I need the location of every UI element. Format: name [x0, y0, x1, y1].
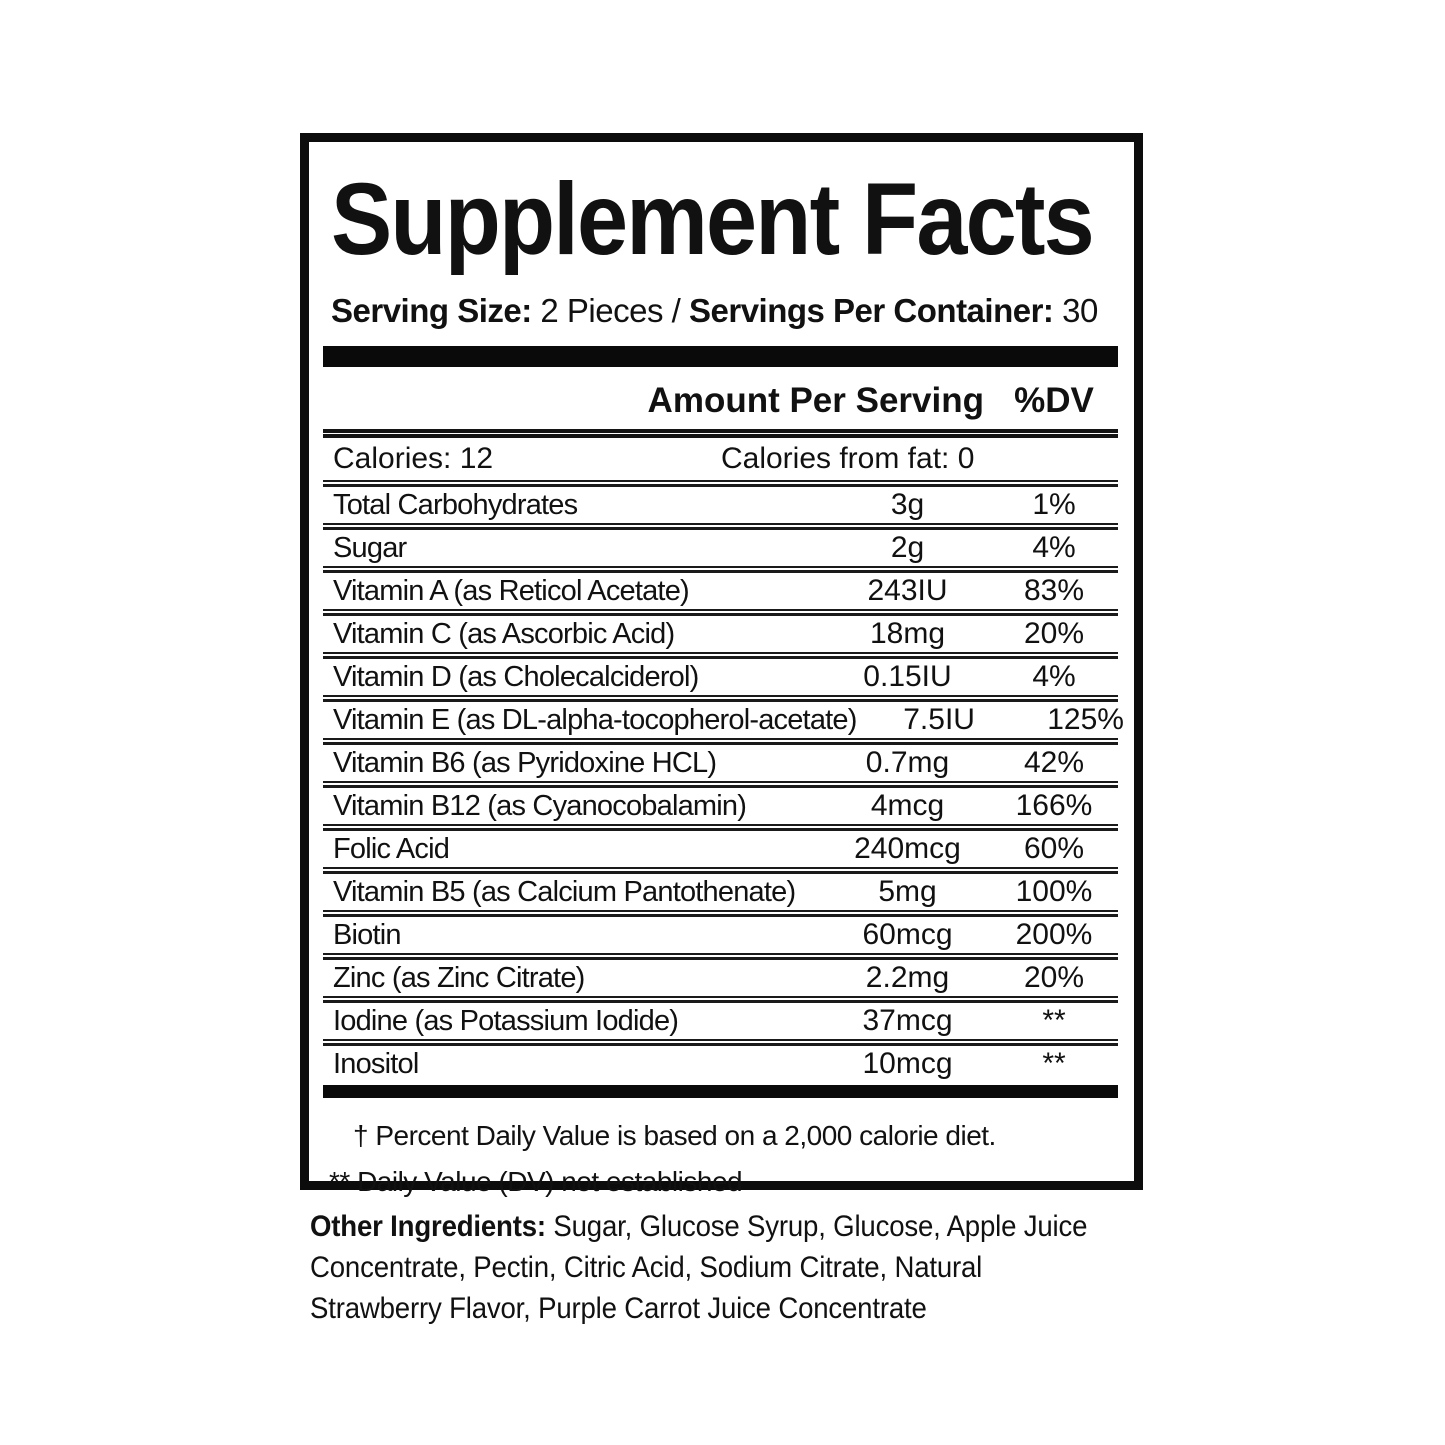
nutrient-amount: 10mcg [862, 1047, 953, 1080]
row-separator [323, 609, 1118, 616]
table-row [323, 874, 1118, 910]
table-row [323, 788, 1118, 824]
nutrient-name: Total Carbohydrates [333, 488, 578, 521]
nutrient-name: Vitamin B6 (as Pyridoxine HCL) [333, 746, 717, 779]
nutrient-name: Vitamin B12 (as Cyanocobalamin) [333, 789, 747, 822]
row-separator [323, 824, 1118, 831]
nutrient-dv: 4% [1032, 531, 1076, 564]
row-separator [323, 910, 1118, 917]
nutrient-amount: 7.5IU [903, 703, 975, 736]
row-separator [323, 652, 1118, 659]
nutrient-dv: 20% [1023, 617, 1085, 650]
amount-per-serving-header: Amount Per Serving [647, 381, 984, 420]
dv-header: %DV [1014, 381, 1094, 420]
nutrient-amount: 5mg [878, 875, 937, 908]
nutrient-name: Inositol [333, 1047, 419, 1080]
calories-row [323, 438, 1118, 480]
nutrient-amount: 243IU [867, 574, 948, 607]
nutrient-amount: 60mcg [862, 918, 953, 951]
nutrient-amount: 0.15IU [863, 660, 952, 693]
nutrient-name: Zinc (as Zinc Citrate) [333, 961, 585, 994]
nutrient-amount: 3g [890, 488, 925, 521]
table-row [323, 1046, 1118, 1082]
table-row [323, 487, 1118, 523]
nutrient-dv: 20% [1023, 961, 1085, 994]
nutrient-name: Vitamin A (as Reticol Acetate) [333, 574, 689, 607]
nutrient-dv: ** [1042, 1004, 1066, 1037]
serving-size-label: Serving Size: [331, 292, 532, 329]
divider-bar-top [323, 346, 1118, 367]
servings-per-container-label: Servings Per Container: [688, 292, 1054, 329]
table-row [323, 831, 1118, 867]
nutrient-dv: 166% [1015, 789, 1093, 822]
table-header [323, 367, 1118, 429]
nutrient-dv: 42% [1023, 746, 1085, 779]
row-separator [323, 996, 1118, 1003]
nutrient-amount: 4mcg [870, 789, 945, 822]
nutrient-name: Biotin [333, 918, 401, 951]
supplement-facts-panel [300, 133, 1143, 1197]
row-separator [323, 566, 1118, 573]
serving-size-value: 2 Pieces / [531, 292, 689, 329]
nutrient-name: Iodine (as Potassium Iodide) [333, 1004, 679, 1037]
nutrient-dv: 4% [1032, 660, 1076, 693]
other-ingredients-label: Other Ingredients: [310, 1210, 546, 1243]
other-ingredients-line1 [310, 1206, 1101, 1247]
header-rule [323, 429, 1118, 438]
row-separator [323, 523, 1118, 530]
other-ingredients-line2: Concentrate, Pectin, Citric Acid, Sodium Citrate, Natural [310, 1251, 983, 1284]
nutrient-dv: 100% [1015, 875, 1093, 908]
nutrient-name: Vitamin B5 (as Calcium Pantothenate) [333, 875, 796, 908]
nutrient-dv: 60% [1023, 832, 1085, 865]
nutrient-amount: 37mcg [862, 1004, 953, 1037]
nutrient-name: Vitamin D (as Cholecalciderol) [333, 660, 699, 693]
nutrient-amount: 2g [890, 531, 925, 564]
nutrient-name: Folic Acid [333, 832, 450, 865]
nutrient-dv: 83% [1023, 574, 1085, 607]
table-row [323, 917, 1118, 953]
other-ingredients [310, 1206, 1101, 1329]
nutrient-dv: ** [1042, 1047, 1066, 1080]
row-separator [323, 695, 1118, 702]
row-separator [323, 867, 1118, 874]
serving-info [331, 292, 1118, 330]
nutrient-dv: 125% [1047, 703, 1124, 736]
row-separator [323, 480, 1118, 487]
nutrient-amount: 18mg [869, 617, 946, 650]
nutrient-amount: 2.2mg [865, 961, 950, 994]
nutrient-dv: 200% [1015, 918, 1093, 951]
table-row [323, 1003, 1118, 1039]
footnote-not-established: ** Daily Value (DV) not established [329, 1166, 743, 1197]
calories-from-fat-value: Calories from fat: 0 [720, 442, 975, 475]
table-row [323, 702, 1124, 738]
nutrient-name: Vitamin C (as Ascorbic Acid) [333, 617, 675, 650]
other-ingredients-line3: Strawberry Flavor, Purple Carrot Juice Concentrate [310, 1292, 927, 1325]
table-row [323, 745, 1118, 781]
row-separator [323, 1039, 1118, 1046]
row-separator [323, 781, 1118, 788]
nutrient-rows [323, 480, 1124, 1082]
table-row [323, 616, 1118, 652]
nutrient-amount: 240mcg [854, 832, 961, 865]
nutrient-amount: 0.7mg [865, 746, 950, 779]
row-separator [323, 738, 1118, 745]
calories-value: Calories: 12 [333, 442, 494, 475]
nutrient-name: Sugar [333, 531, 407, 564]
table-row [323, 530, 1118, 566]
divider-bar-bottom [323, 1085, 1118, 1098]
table-row [323, 573, 1118, 609]
nutrient-name: Vitamin E (as DL-alpha-tocopherol-acetate) [333, 703, 857, 736]
footnote-daily-value: † Percent Daily Value is based on a 2,000 calorie diet. [353, 1120, 996, 1151]
row-separator [323, 953, 1118, 960]
servings-per-container-value: 30 [1053, 292, 1098, 329]
nutrient-dv: 1% [1032, 488, 1076, 521]
other-ingredients-line1-text: Sugar, Glucose Syrup, Glucose, Apple Juice [545, 1210, 1088, 1243]
panel-title: Supplement Facts [331, 162, 1093, 276]
table-row [323, 960, 1118, 996]
table-row [323, 659, 1118, 695]
